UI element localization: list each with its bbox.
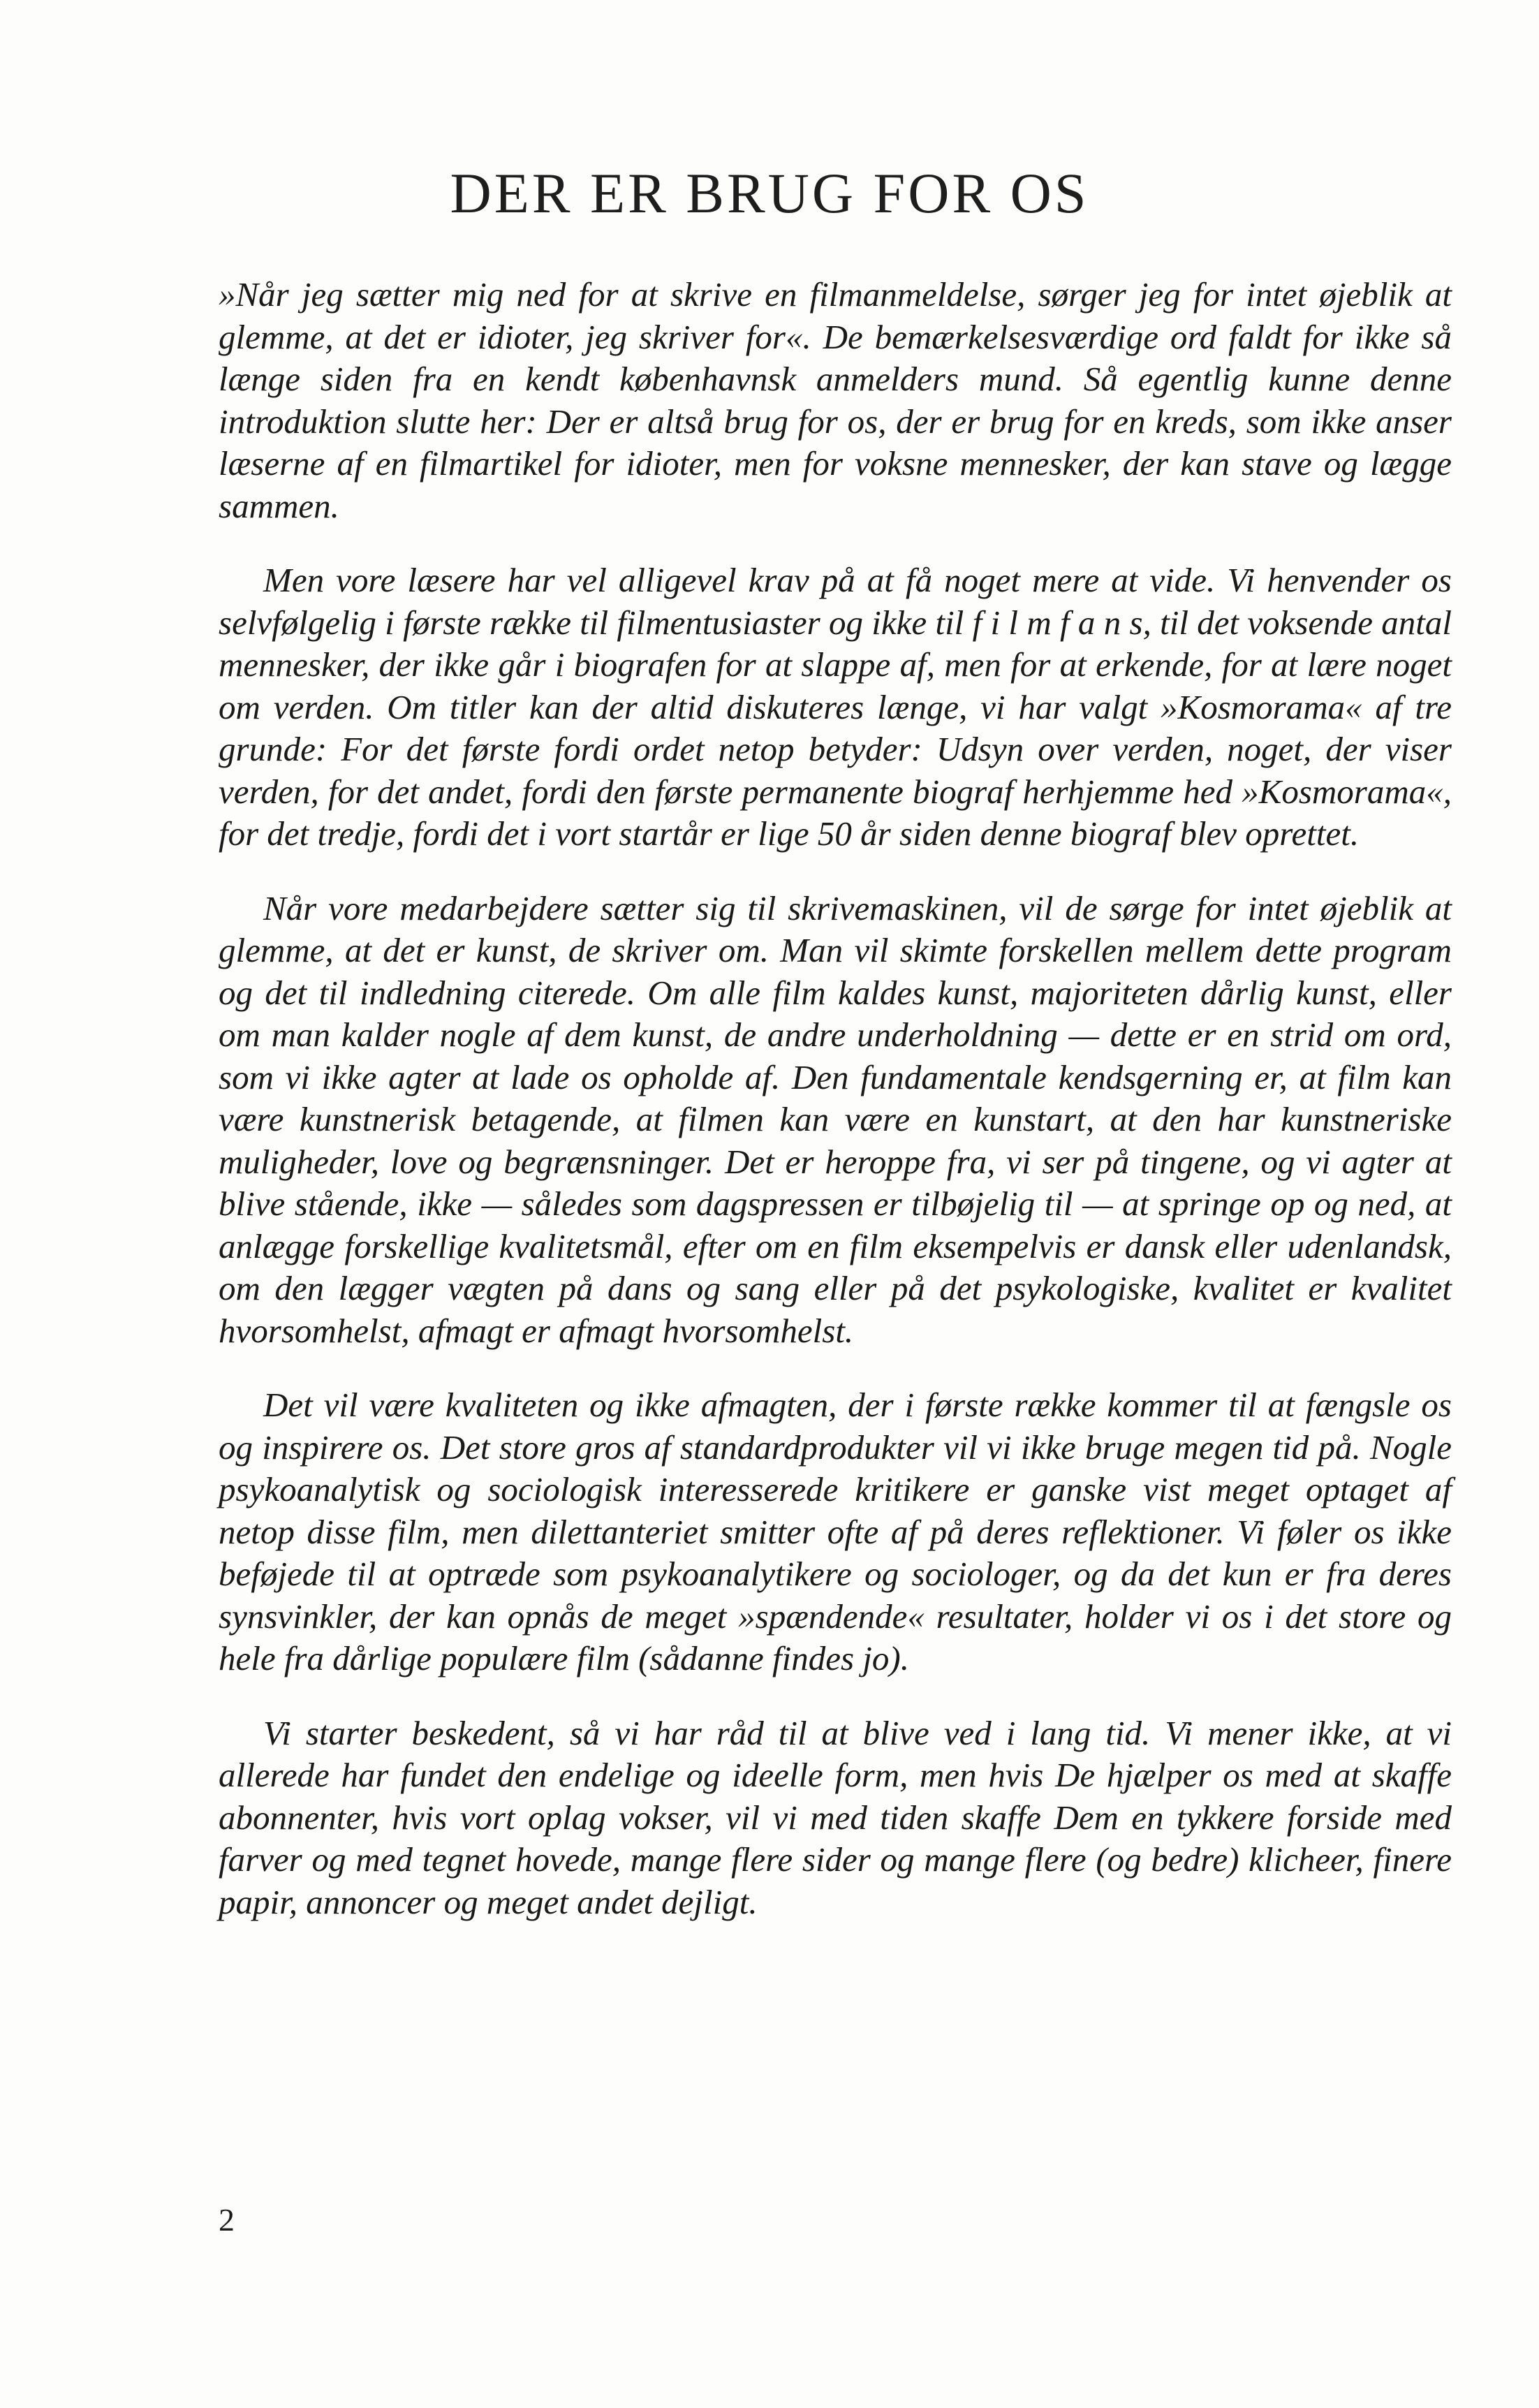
paragraph-4: Det vil være kvaliteten og ikke afmagten, der i første række kommer til at fængsle os og inspirere os. Det store gros af standardprodukter vil vi ikke bruge megen tid på. Nogle psykoanalytisk og sociologisk interesserede kritikere er ganske vist meget optaget af netop disse film, men dilettanteriet smitter ofte af på deres reflektioner. Vi føler os ikke beføjede til at optræde som psykoanalytikere og sociologer, og da det kun er fra deres synsvinkler, der kan opnås de meget »spændende« resultater, holder vi os i det store og hele fra dårlige populære film (sådanne findes jo). — [219, 1386, 1452, 1677]
paragraph-2: Men vore læsere har vel alligevel krav på at få noget mere at vide. Vi henvender os selvfølgelig i første række til filmentusiaster og ikke til f i l m f a n s, til det voksende antal mennesker, der ikke går i biografen for at slappe af, men for at erkende, for at lære noget om verden. Om titler kan der altid diskuteres længe, vi har valgt »Kosmorama« af tre grunde: For det første fordi ordet netop betyder: Udsyn over verden, noget, der viser verden, for det andet, fordi den første permanente biograf herhjemme hed »Kosmorama«, for det tredje, fordi det i vort startår er lige 50 år siden denne biograf blev oprettet. — [219, 561, 1452, 853]
article-title: DER ER BRUG FOR OS — [450, 161, 1089, 225]
paragraph-1: »Når jeg sætter mig ned for at skrive en filmanmeldelse, sørger jeg for intet øjeblik at glemme, at det er idioter, jeg skriver for«. De bemærkelsesværdige ord faldt for ikke så længe siden fra en kendt københavnsk anmelders mund. Så egentlig kunne denne introduktion slutte her: Der er altså brug for os, der er brug for en kreds, som ikke anser læserne af en filmartikel for idioter, men for voksne mennesker, der kan stave og lægge sammen. — [219, 275, 1452, 525]
paragraph-3: Når vore medarbejdere sætter sig til skrivemaskinen, vil de sørge for intet øjeblik at glemme, at det er kunst, de skriver om. Man vil skimte forskellen mellem dette program og det til indledning citerede. Om alle film kaldes kunst, majoriteten dårlig kunst, eller om man kalder nogle af dem kunst, de andre underholdning — dette er en strid om ord, som vi ikke agter at lade os opholde af. Den fundamentale kendsgerning er, at film kan være kunstnerisk betagende, at filmen kan være en kunstart, at den har kunstneriske muligheder, love og begrænsninger. Det er heroppe fra, vi ser på tingene, og vi agter at blive stående, ikke — således som dagspressen er tilbøjelig til — at springe op og ned, at anlægge forskellige kvalitetsmål, efter om en film eksempelvis er dansk eller udenlandsk, om den lægger vægten på dans og sang eller på det psykologiske, kvalitet er kvalitet hvorsomhelst, afmagt er afmagt hvorsomhelst. — [219, 888, 1452, 1350]
article-body — [219, 274, 1452, 1955]
paragraph-5: Vi starter beskedent, så vi har råd til at blive ved i lang tid. Vi mener ikke, at vi allerede har fundet den endelige og ideelle form, men hvis De hjælper os med at skaffe abonnenter, hvis vort oplag vokser, vil vi med tiden skaffe Dem en tykkere forside med farver og med tegnet hovede, mange flere sider og mange flere (og bedre) klicheer, finere papir, annoncer og meget andet dejligt. — [219, 1713, 1452, 1921]
page-number: 2 — [219, 2202, 235, 2238]
